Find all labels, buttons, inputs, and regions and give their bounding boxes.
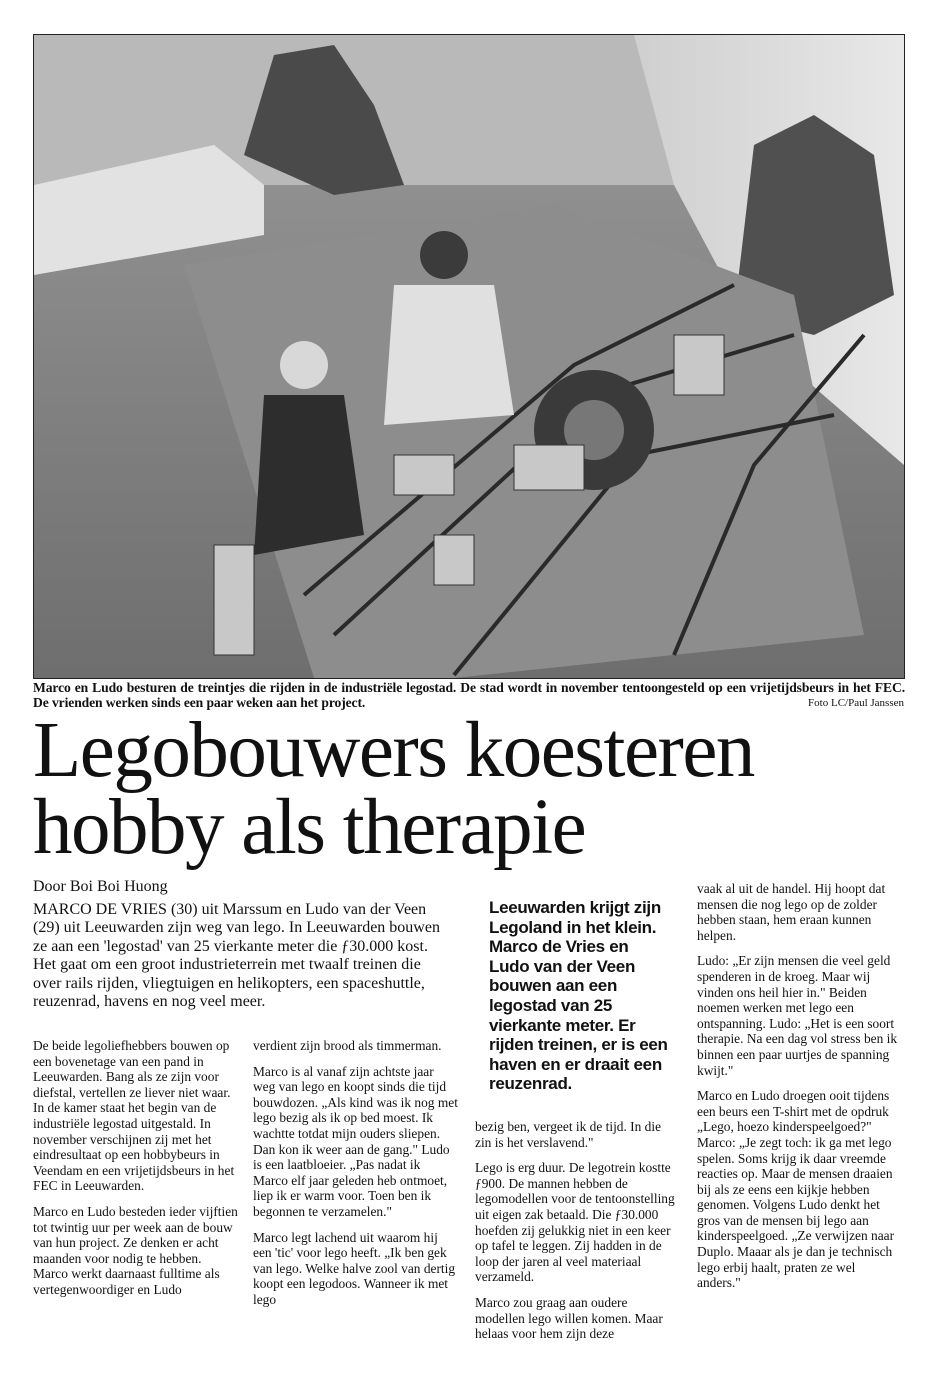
paragraph: Marco zou graag aan oudere modellen lego willen komen. Maar helaas voor hem zijn deze xyxy=(475,1294,663,1342)
photo-image-icon xyxy=(34,35,904,678)
column-4 xyxy=(697,881,902,1301)
lead-paragraph: MARCO DE VRIES (30) uit Marssum en Ludo van der Veen (29) uit Leeuwarden zijn weg van lego. In Leeuwarden bouwen ze aan een 'legostad' van 25 vierkante meter die ƒ30.000 kost. Het gaat om een groot industrieterrein met twaalf treinen die over rails rijden, vliegtuigen en helikopters, een spaceshuttle, reuzenrad, havens en nog veel meer. xyxy=(33,901,440,1011)
paragraph: Marco legt lachend uit waarom hij een 'tic' voor lego heeft. „Ik ben gek van lego. Welke halve zool van dertig koopt een legodoos. Wanneer ik met lego xyxy=(253,1229,456,1307)
photo-caption: Marco en Ludo besturen de treintjes die rijden in de industriële legostad. De stad wordt in november tentoongesteld op een vrijetijdsbeurs in het FEC. De vrienden werken sinds een paar weken aan het project. xyxy=(33,680,905,710)
paragraph: De beide legoliefhebbers bouwen op een bovenetage van een pand in Leeuwarden. Bang als ze zijn voor diefstal, vertellen ze liever niet waar. In de kamer staat het begin van de industriële legostad uitgestald. In november verschijnen zij met het eindresultaat op een hobbybeurs in Veendam en een vrijetijdsbeurs in het FEC in Leeuwarden. xyxy=(33,1038,235,1194)
paragraph: Marco en Ludo droegen ooit tijdens een beurs een T-shirt met de opdruk „Lego, hoezo kinderspeelgoed?" Marco: „Je zegt toch: ik ga met lego spelen. Soms krijg ik daar vreemde reacties op. Maar de mensen draaien bij als ze eens een kijkje hebben genomen. Volgens Ludo denkt het gros van de mensen bij lego aan kinderspeelgoed. „Ze verwijzen naar Duplo. Maaar als je dan je technisch lego erbij haalt, praten ze wel anders." xyxy=(697,1088,895,1291)
column-3 xyxy=(475,1119,680,1352)
paragraph: Lego is erg duur. De legotrein kostte ƒ900. De mannen hebben de legomodellen voor de tentoonstelling uit eigen zak betaald. Die ƒ30.000 hoefden zij gelukkig niet in een keer op tafel te leggen. Zij hadden in de loop der jaren al veel materiaal verzameld. xyxy=(475,1160,675,1285)
photo-lego-city xyxy=(33,34,905,679)
column-2 xyxy=(253,1038,458,1318)
paragraph: Ludo: „Er zijn mensen die veel geld spenderen in de kroeg. Maar wij vinden ons heil hier in." Beiden noemen werken met lego een ontspanning. Ludo: „Het is een soort therapie. Na een dag vol stress ben ik binnen een paar uurtjes de spanning kwijt." xyxy=(697,953,898,1078)
paragraph: bezig ben, vergeet ik de tijd. In die zin is het verslavend." xyxy=(475,1119,662,1150)
paragraph: Marco en Ludo besteden ieder vijftien tot twintig uur per week aan de bouw van hun project. Ze denken er acht maanden voor nodig te hebben. Marco werkt daarnaast fulltime als vertegenwoordiger en Ludo xyxy=(33,1203,238,1297)
headline xyxy=(33,707,933,871)
paragraph: Marco is al vanaf zijn achtste jaar weg van lego en koopt sinds die tijd bouwdozen. „Als kind was ik nog met lego bezig als ik op bed moest. Ik wachtte totdat mijn ouders sliepen. Dan kon ik weer aan de gang." Ludo is een laatbloeier. „Pas nadat ik Marco elf jaar geleden heb ontmoet, liep ik er warm voor. Toen ben ik begonnen te verzamelen." xyxy=(253,1063,458,1219)
byline: Door Boi Boi Huong xyxy=(33,878,168,895)
photo-credit: Foto LC/Paul Janssen xyxy=(808,697,904,709)
headline-line-2: hobby als therapie xyxy=(33,784,586,871)
paragraph: verdient zijn brood als timmerman. xyxy=(253,1038,442,1053)
pull-quote: Leeuwarden krijgt zijn Legoland in het klein. Marco de Vries en Ludo van der Veen bouwen aan een legostad van 25 vierkante meter. Er rijden treinen, er is een haven en er draait een reuzenrad. xyxy=(489,898,668,1094)
headline-line-1: Legobouwers koesteren xyxy=(33,707,754,794)
paragraph: vaak al uit de handel. Hij hoopt dat mensen die nog lego op de zolder hebben staan, hem eraan kunnen helpen. xyxy=(697,881,886,943)
column-1 xyxy=(33,1038,238,1308)
